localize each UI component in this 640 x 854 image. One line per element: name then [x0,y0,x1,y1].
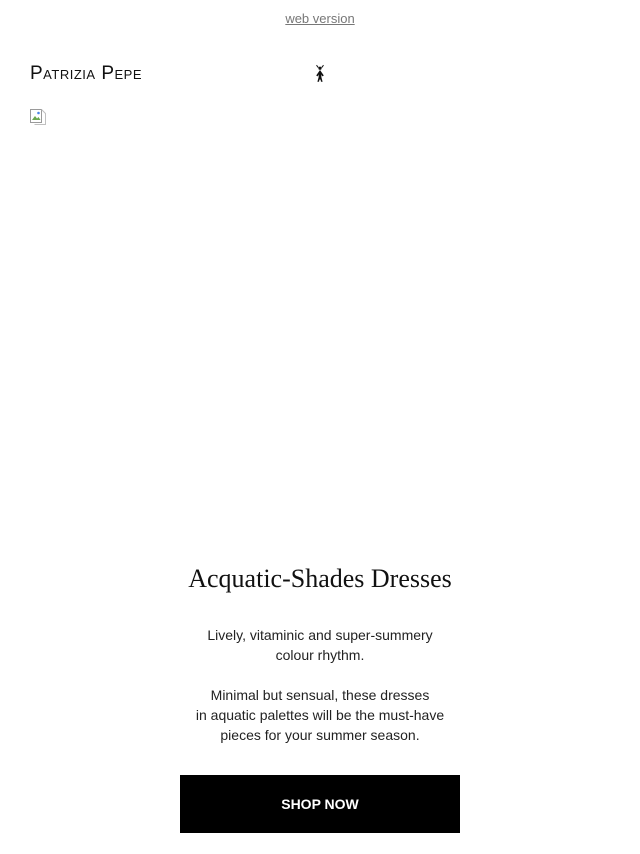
fly-icon [310,64,330,84]
intro-line: colour rhythm. [275,647,365,663]
brand-logo[interactable]: Patrizia Pepe [30,63,143,84]
intro-paragraph [0,625,640,665]
description-line: Minimal but sensual, these dresses [210,687,430,703]
broken-image-icon [30,109,46,125]
headline: Acquatic-Shades Dresses [188,564,452,593]
web-version-bar [0,11,640,27]
description-line: pieces for your summer season. [220,727,420,743]
shop-now-button[interactable]: SHOP NOW [180,775,460,833]
web-version-link[interactable]: web version [285,11,355,26]
intro-line: Lively, vitaminic and super-summery [207,627,433,643]
email-header [30,62,610,88]
description-line: in aquatic palettes will be the must-have [195,707,445,723]
description-paragraph [0,685,640,745]
